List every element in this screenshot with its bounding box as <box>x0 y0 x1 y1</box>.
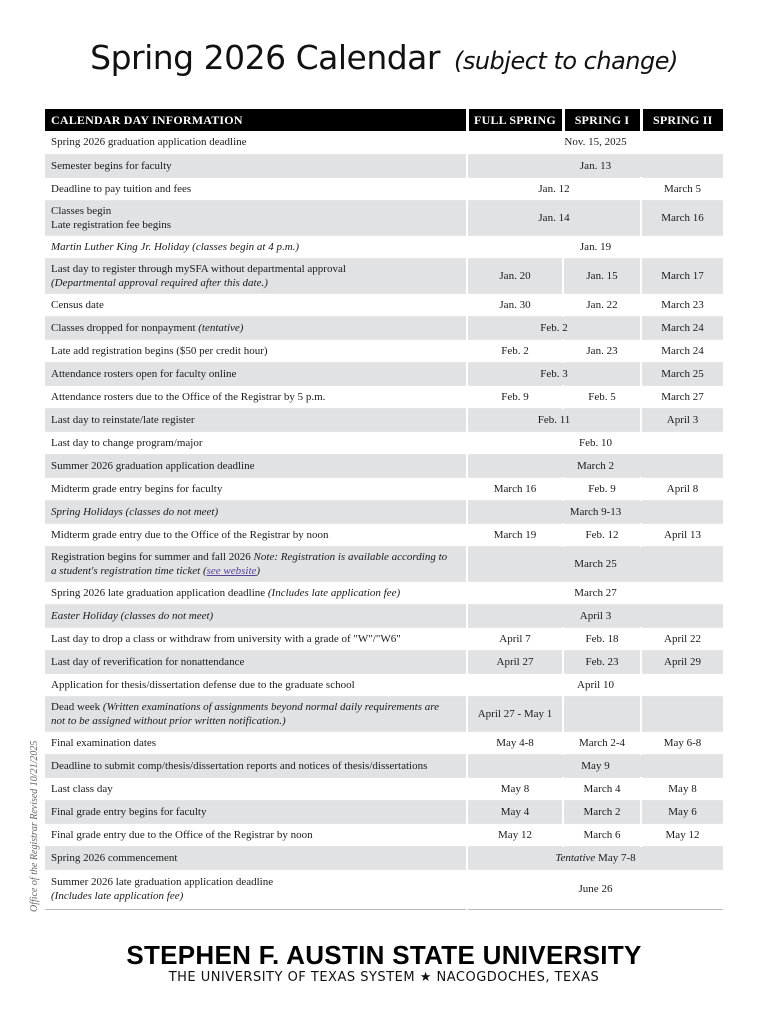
column-header: FULL SPRING <box>467 109 563 131</box>
table-row <box>45 385 723 408</box>
date-cell: Jan. 12 <box>467 177 641 200</box>
column-header: CALENDAR DAY INFORMATION <box>45 109 467 131</box>
system-name: THE UNIVERSITY OF TEXAS SYSTEM <box>168 970 416 985</box>
description-text: Registration begins for summer and fall 2026 <box>51 550 254 563</box>
date-cell: March 27 <box>467 581 723 604</box>
event-description <box>45 293 467 316</box>
date-cell: April 3 <box>641 408 723 431</box>
event-description <box>45 673 467 696</box>
date-cell: April 10 <box>467 673 723 696</box>
date-cell: Jan. 14 <box>467 200 641 235</box>
description-text: ) <box>256 564 261 577</box>
date-cell: Tentative May 7-8 <box>467 846 723 869</box>
date-cell: Feb. 9 <box>467 385 563 408</box>
table-row <box>45 754 723 777</box>
date-cell: March 2 <box>467 454 723 477</box>
table-row <box>45 673 723 696</box>
event-description <box>45 154 467 177</box>
revision-note: Office of the Registrar Revised 10/21/2025 <box>29 740 40 912</box>
description-text: Spring 2026 graduation application deadline <box>51 136 247 149</box>
event-description <box>45 823 467 846</box>
description-text: Classes dropped for nonpayment <box>51 321 199 334</box>
description-text: a student's registration time ticket ( <box>51 564 207 577</box>
description-text: Midterm grade entry due to the Office of the Registrar by noon <box>51 528 329 541</box>
description-text: Deadline to pay tuition and fees <box>51 182 192 195</box>
tentative-label: Tentative <box>555 851 596 864</box>
description-text: Last day to reinstate/late register <box>51 413 195 426</box>
description-text: Summer 2026 late graduation application deadline <box>51 876 274 888</box>
table-row <box>45 408 723 431</box>
see-website-link[interactable]: see website <box>206 564 257 577</box>
date-cell: May 4-8 <box>467 731 563 754</box>
description-text: (tentative) <box>198 321 244 334</box>
description-text: Summer 2026 graduation application deadline <box>51 459 255 472</box>
event-description <box>45 800 467 823</box>
description-text: Application for thesis/dissertation defense due to the graduate school <box>51 678 355 691</box>
event-description <box>45 627 467 650</box>
date-cell: March 23 <box>641 293 723 316</box>
date-cell: May 9 <box>467 754 723 777</box>
date-cell: Feb. 23 <box>563 650 641 673</box>
date-cell: May 8 <box>641 777 723 800</box>
table-row <box>45 546 723 581</box>
table-row <box>45 316 723 339</box>
event-description <box>45 385 467 408</box>
description-text: Late add registration begins ($50 per credit hour) <box>51 344 268 357</box>
table-row <box>45 477 723 500</box>
description-text: (Written examinations of assignments beyond normal daily requirements are <box>102 700 439 713</box>
description-text: Deadline to submit comp/thesis/dissertation reports and notices of thesis/dissertations <box>51 759 428 772</box>
table-row <box>45 258 723 293</box>
event-description <box>45 339 467 362</box>
table-row <box>45 293 723 316</box>
description-text: Semester begins for faculty <box>51 159 172 172</box>
table-row <box>45 431 723 454</box>
event-description <box>45 362 467 385</box>
date-cell: May 6-8 <box>641 731 723 754</box>
date-cell: Jan. 13 <box>467 154 723 177</box>
date-cell: May 12 <box>641 823 723 846</box>
event-description <box>45 258 467 293</box>
description-text: Late registration fee begins <box>51 218 172 231</box>
location: NACOGDOCHES, TEXAS <box>436 970 600 985</box>
date-cell: March 2 <box>563 800 641 823</box>
table-row <box>45 154 723 177</box>
description-text: not to be assigned without prior written notification.) <box>51 714 286 727</box>
table-row <box>45 869 723 909</box>
description-text: Spring 2026 commencement <box>51 851 178 864</box>
date-cell: March 16 <box>467 477 563 500</box>
description-text: (Includes late application fee) <box>51 890 184 902</box>
description-text: Last class day <box>51 782 113 795</box>
event-description <box>45 546 467 581</box>
column-header: SPRING II <box>641 109 723 131</box>
description-text: Last day to register through mySFA without departmental approval <box>51 262 346 275</box>
date-cell: April 7 <box>467 627 563 650</box>
description-text: Easter Holiday (classes do not meet) <box>51 609 214 622</box>
description-text: (Departmental approval required after this date.) <box>51 276 268 289</box>
date-cell: Feb. 18 <box>563 627 641 650</box>
description-text: Dead week <box>51 700 103 713</box>
event-description <box>45 523 467 546</box>
description-text: Note: Registration is available according to <box>253 550 448 563</box>
event-description <box>45 131 467 154</box>
table-row <box>45 454 723 477</box>
date-cell: Jan. 15 <box>563 258 641 293</box>
date-cell: Feb. 11 <box>467 408 641 431</box>
date-cell: Jan. 23 <box>563 339 641 362</box>
description-text: Census date <box>51 298 104 311</box>
table-row <box>45 200 723 235</box>
description-text: Last day to drop a class or withdraw from university with a grade of "W"/"W6" <box>51 632 401 645</box>
table-row <box>45 731 723 754</box>
event-description <box>45 235 467 258</box>
title-subtitle: (subject to change) <box>453 47 678 75</box>
description-text: Final grade entry begins for faculty <box>51 805 207 818</box>
description-text: Attendance rosters due to the Office of the Registrar by 5 p.m. <box>51 390 326 403</box>
date-cell: Feb. 3 <box>467 362 641 385</box>
date-cell: Feb. 9 <box>563 477 641 500</box>
table-row <box>45 131 723 154</box>
date-cell: Jan. 22 <box>563 293 641 316</box>
date-cell: March 24 <box>641 316 723 339</box>
table-row <box>45 777 723 800</box>
table-row <box>45 604 723 627</box>
calendar-table <box>45 109 723 910</box>
table-row <box>45 581 723 604</box>
event-description <box>45 604 467 627</box>
date-cell: Jan. 20 <box>467 258 563 293</box>
event-description <box>45 581 467 604</box>
event-description <box>45 477 467 500</box>
date-cell: March 19 <box>467 523 563 546</box>
date-cell: April 8 <box>641 477 723 500</box>
date-cell: March 27 <box>641 385 723 408</box>
date-cell: March 5 <box>641 177 723 200</box>
date-cell: April 13 <box>641 523 723 546</box>
table-body <box>45 131 723 909</box>
table-row <box>45 627 723 650</box>
description-text: Last day to change program/major <box>51 436 203 449</box>
date-cell: May 4 <box>467 800 563 823</box>
star-icon: ★ <box>419 970 432 985</box>
date-cell: May 6 <box>641 800 723 823</box>
description-text: Spring Holidays (classes do not meet) <box>51 505 219 518</box>
date-cell: June 26 <box>467 869 723 909</box>
event-description <box>45 696 467 731</box>
table-row <box>45 177 723 200</box>
date-cell: March 24 <box>641 339 723 362</box>
date-cell: April 22 <box>641 627 723 650</box>
event-description <box>45 869 467 909</box>
event-description <box>45 200 467 235</box>
date-cell: May 12 <box>467 823 563 846</box>
description-text: (Includes late application fee) <box>267 586 401 599</box>
description-text: Final examination dates <box>51 736 157 749</box>
date-cell: May 8 <box>467 777 563 800</box>
date-cell: April 27 - May 1 <box>467 696 563 731</box>
description-text: Attendance rosters open for faculty online <box>51 367 237 380</box>
date-cell: April 29 <box>641 650 723 673</box>
table-row <box>45 523 723 546</box>
date-cell: Feb. 2 <box>467 339 563 362</box>
university-system <box>0 970 768 985</box>
table-row <box>45 823 723 846</box>
university-name: STEPHEN F. AUSTIN STATE UNIVERSITY <box>126 940 642 970</box>
event-description <box>45 431 467 454</box>
table-row <box>45 696 723 731</box>
event-description <box>45 777 467 800</box>
table-row <box>45 800 723 823</box>
table-row <box>45 500 723 523</box>
date-cell: March 9-13 <box>467 500 723 523</box>
table-row <box>45 846 723 869</box>
event-description <box>45 177 467 200</box>
table-row <box>45 362 723 385</box>
date-cell: March 4 <box>563 777 641 800</box>
description-text: Last day of reverification for nonattendance <box>51 655 245 668</box>
event-description <box>45 731 467 754</box>
event-description <box>45 408 467 431</box>
event-description <box>45 846 467 869</box>
event-description <box>45 316 467 339</box>
date-cell: Nov. 15, 2025 <box>467 131 723 154</box>
date-cell: Feb. 2 <box>467 316 641 339</box>
date-cell: April 27 <box>467 650 563 673</box>
table-header-row <box>45 109 723 131</box>
description-text: Classes begin <box>51 204 112 217</box>
description-text: Martin Luther King Jr. Holiday (classes begin at 4 p.m.) <box>51 240 300 253</box>
date-cell: Jan. 19 <box>467 235 723 258</box>
event-description <box>45 500 467 523</box>
event-description <box>45 650 467 673</box>
table-row <box>45 650 723 673</box>
date-cell: March 2-4 <box>563 731 641 754</box>
description-text: Final grade entry due to the Office of the Registrar by noon <box>51 828 313 841</box>
description-text: Midterm grade entry begins for faculty <box>51 482 223 495</box>
date-cell: Feb. 12 <box>563 523 641 546</box>
column-header: SPRING I <box>563 109 641 131</box>
date-cell: April 3 <box>467 604 723 627</box>
date-cell: March 25 <box>467 546 723 581</box>
date-cell <box>641 696 723 731</box>
description-text: Spring 2026 late graduation application deadline <box>51 586 268 599</box>
date-cell: Jan. 30 <box>467 293 563 316</box>
event-description <box>45 754 467 777</box>
table-row <box>45 235 723 258</box>
event-description <box>45 454 467 477</box>
page-title <box>0 38 768 77</box>
date-cell: Feb. 5 <box>563 385 641 408</box>
date-cell: March 25 <box>641 362 723 385</box>
title-text: Spring 2026 Calendar <box>90 38 440 77</box>
date-cell: March 17 <box>641 258 723 293</box>
date-cell <box>563 696 641 731</box>
date-cell: Feb. 10 <box>467 431 723 454</box>
table-row <box>45 339 723 362</box>
date-cell: March 6 <box>563 823 641 846</box>
date-cell: March 16 <box>641 200 723 235</box>
